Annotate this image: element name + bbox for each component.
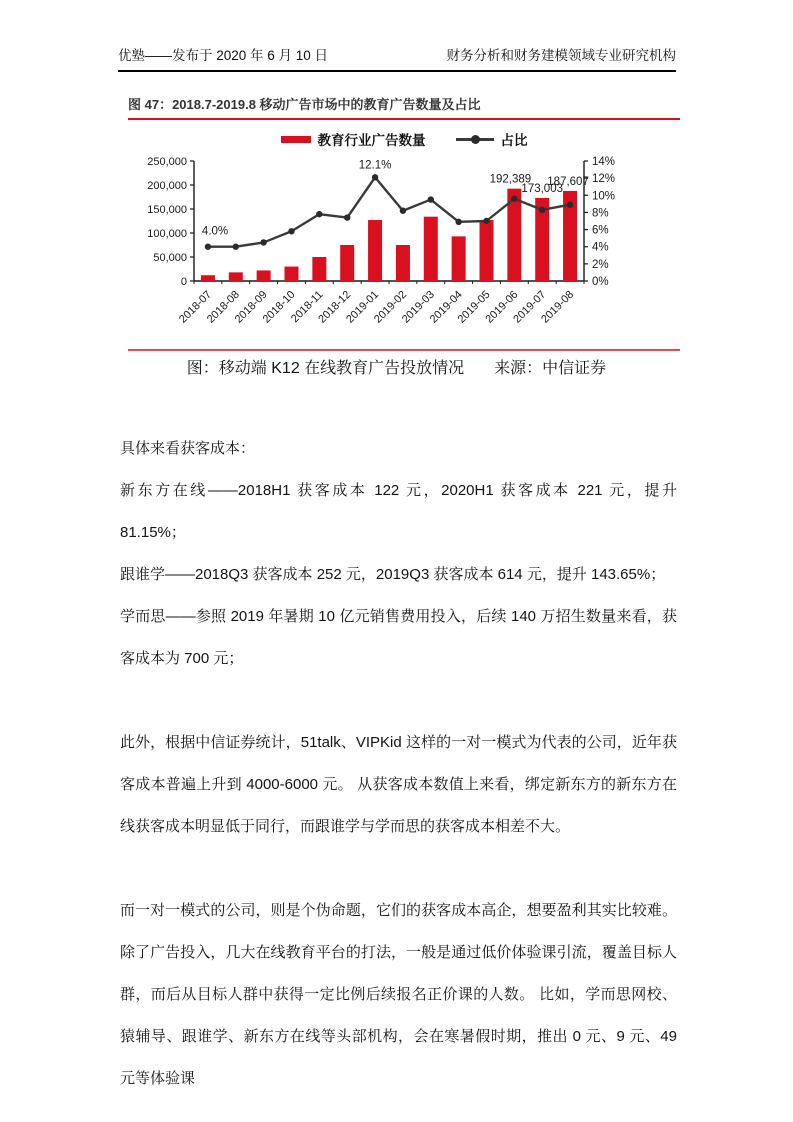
legend-item-bars [281,129,426,149]
paragraph-group [120,428,677,680]
paragraph-group [120,722,677,848]
source-text: 来源：中信证券 [494,360,607,377]
svg-text:2018-07: 2018-07 [177,288,215,326]
svg-text:0: 0 [180,276,187,288]
svg-text:150,000: 150,000 [147,204,187,216]
svg-text:2019-06: 2019-06 [483,288,521,326]
combo-chart [128,151,680,351]
svg-text:8%: 8% [592,207,609,220]
legend-bar-label: 教育行业广告数量 [317,133,426,148]
svg-text:2019-03: 2019-03 [399,288,437,326]
svg-text:2019-01: 2019-01 [344,288,382,326]
svg-text:2018-10: 2018-10 [260,288,298,326]
svg-text:12%: 12% [592,173,616,186]
svg-text:100,000: 100,000 [147,228,187,240]
caption-text: 图：移动端 K12 在线教育广告投放情况 [186,360,465,377]
svg-text:2018-11: 2018-11 [289,288,326,326]
svg-text:14%: 14% [592,156,616,168]
paragraph: 具体来看获客成本： [120,440,256,457]
page-header [118,44,676,64]
header-rule [118,70,676,72]
svg-text:2018-08: 2018-08 [204,288,242,326]
svg-text:2019-05: 2019-05 [455,288,493,326]
figure-block [128,94,680,351]
svg-text:4.0%: 4.0% [201,225,229,238]
svg-text:2018-09: 2018-09 [232,288,270,326]
svg-text:187,607: 187,607 [547,175,589,188]
svg-text:10%: 10% [592,190,616,203]
paragraph-group [120,890,677,1100]
figure-title: 图 47：2018.7-2019.8 移动广告市场中的教育广告数量及占比 [128,94,680,120]
header-right-text: 财务分析和财务建模领域专业研究机构 [446,48,676,63]
svg-text:2019-07: 2019-07 [511,288,549,326]
svg-text:2019-02: 2019-02 [372,288,410,326]
svg-text:2018-12: 2018-12 [316,288,354,326]
svg-text:50,000: 50,000 [153,252,187,264]
svg-text:12.1%: 12.1% [358,159,392,172]
svg-text:2%: 2% [592,258,609,271]
header-left-text: 优塾——发布于 2020 年 6 月 10 日 [118,48,329,63]
svg-text:2019-04: 2019-04 [427,288,465,326]
svg-text:2019-08: 2019-08 [539,288,577,326]
svg-text:4%: 4% [592,241,609,254]
paragraph: 此外，根据中信证券统计，51talk、VIPKid 这样的一对一模式为代表的公司，近年获客成本普遍上升到 4000-6000 元。 从获客成本数值上来看，绑定新东方的新东方在线获客成本明显低于同行，而跟谁学与学而思的获客成本相差不大。 [120,734,677,835]
svg-text:192,389: 192,389 [489,173,532,186]
svg-text:0%: 0% [592,276,609,288]
legend-line-label: 占比 [500,133,528,148]
legend-item-line [456,129,528,149]
figure-bottom-rule [128,349,680,351]
chart-legend [128,129,680,149]
figure-caption [0,355,793,378]
svg-text:200,000: 200,000 [147,180,187,192]
svg-text:250,000: 250,000 [147,156,187,168]
line-marker-dot-icon [471,135,480,144]
paragraph: 新东方在线——2018H1 获客成本 122 元，2020H1 获客成本 221 元，提升 81.15%； [120,482,677,541]
line-series-swatch-icon [456,138,494,141]
svg-text:6%: 6% [592,224,609,237]
body-text [120,428,677,1100]
paragraph: 跟谁学——2018Q3 获客成本 252 元，2019Q3 获客成本 614 元，提升 143.65%； [120,566,666,583]
paragraph: 学而思——参照 2019 年暑期 10 亿元销售费用投入，后续 140 万招生数量来看，获客成本为 700 元； [120,608,677,667]
svg-text:173,003: 173,003 [521,182,564,195]
paragraph: 而一对一模式的公司，则是个伪命题，它们的获客成本高企，想要盈利其实比较难。 除了广告投入，几大在线教育平台的打法，一般是通过低价体验课引流，覆盖目标人群，而后从目标人群中获得一定比例后续报名正价课的人数。 比如，学而思网校、猿辅导、跟谁学、新东方在线等头部机构，会在寒暑假时期，推出 0 元、9 元、49 元等体验课 [120,902,677,1087]
bar-series-swatch-icon [281,136,311,143]
